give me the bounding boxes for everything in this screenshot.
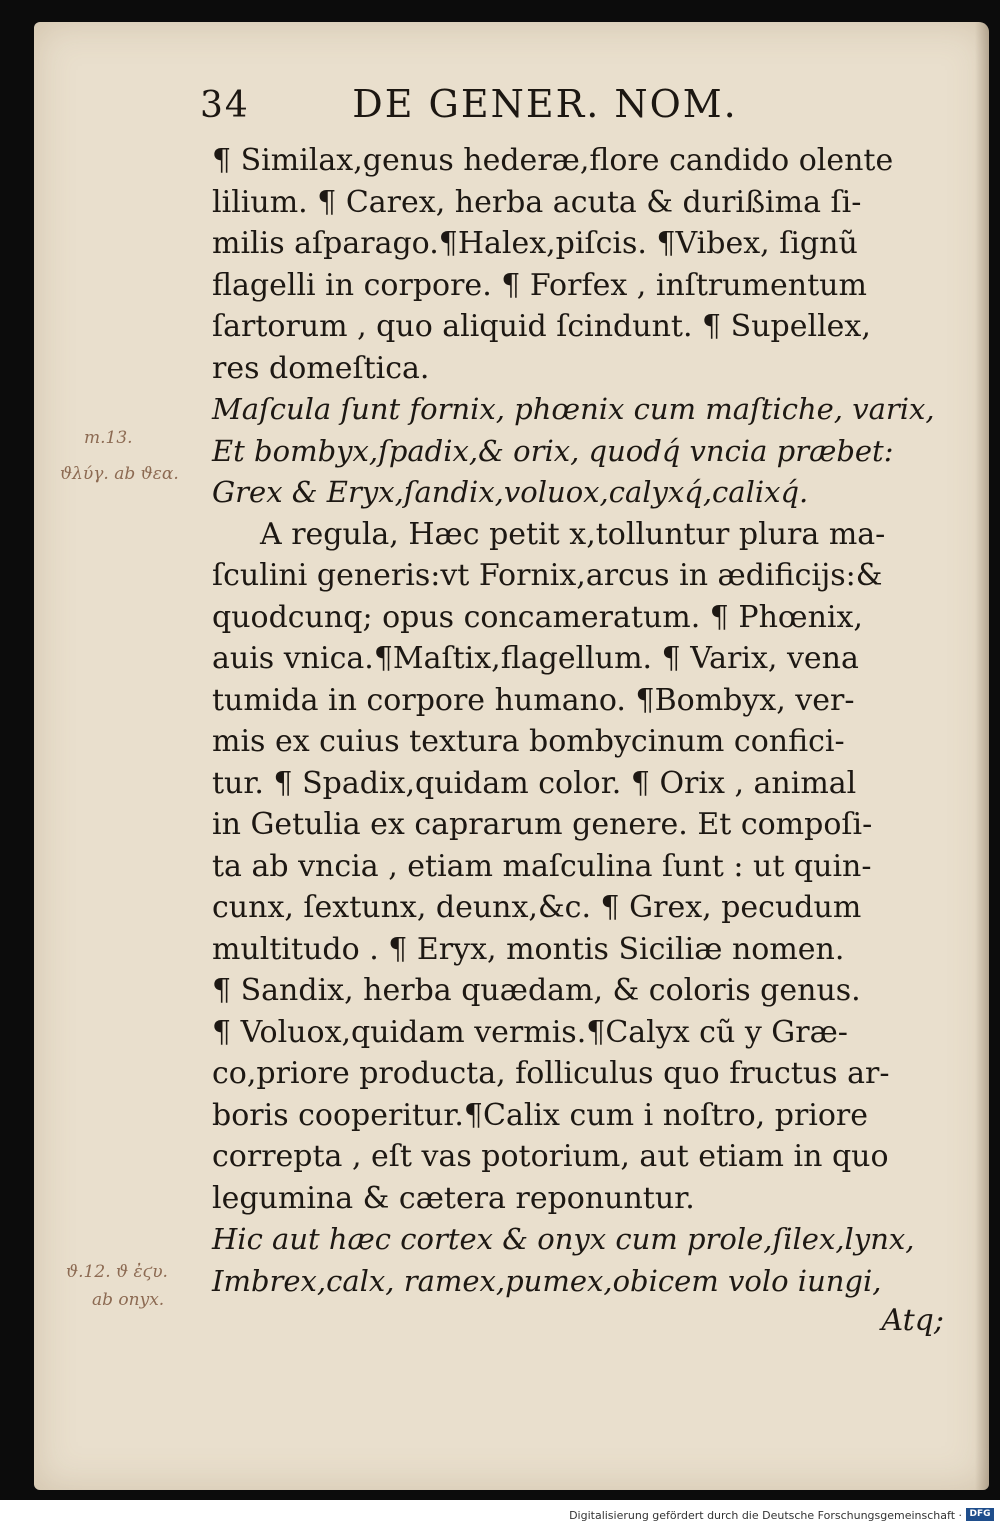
header-title: DE GENER. NOM.	[352, 82, 738, 126]
running-head	[200, 82, 820, 126]
text-line: ¶ Voluox,quidam vermis.¶Calyx cũ y Græ-	[212, 1014, 848, 1050]
text-line: ¶ Sandix, herba quædam, & coloris genus.	[212, 973, 861, 1008]
text-line: quodcunq; opus concameratum. ¶ Phœnix,	[212, 599, 863, 635]
margin-note: m.13.	[84, 428, 133, 448]
text-line: tur. ¶ Spadix,quidam color. ¶ Orix , animal	[212, 765, 857, 801]
text-line: ta ab vncia , etiam maſculina ſunt : ut quin-	[212, 848, 872, 884]
catchword: Atq;	[881, 1303, 944, 1338]
footer-bar	[0, 1500, 1000, 1527]
margin-note: ϑ.12. ϑ ἐϛυ.	[66, 1262, 168, 1282]
text-line: auis vnica.¶Maſtix,flagellum. ¶ Varix, vena	[212, 641, 859, 676]
text-line: ¶ Similax,genus hederæ,flore candido olente	[212, 143, 894, 178]
text-line: in Getulia ex caprarum genere. Et compoſi-	[212, 807, 873, 842]
text-line: A regula, Hæc petit x,tolluntur plura ma-	[260, 516, 886, 552]
text-line: res domeſtica.	[212, 350, 430, 386]
text-line: multitudo . ¶ Eryx, montis Siciliæ nomen.	[212, 931, 845, 967]
text-line: cunx, ſextunx, deunx,&c. ¶ Grex, pecudum	[212, 890, 862, 925]
text-line: Imbrex,calx, ramex,pumex,obicem volo iungi,	[212, 1263, 882, 1298]
text-line: tumida in corpore humano. ¶Bombyx, ver-	[212, 682, 855, 718]
page-number: 34	[200, 85, 250, 126]
dfg-logo-icon: DFG	[966, 1508, 994, 1521]
text-line: mis ex cuius textura bombycinum confici-	[212, 724, 845, 759]
text-line: milis aſparago.¶Halex,piſcis. ¶Vibex, ſignũ	[212, 226, 858, 261]
text-line: correpta , eſt vas potorium, aut etiam in quo	[212, 1139, 889, 1174]
text-line: ſculini generis:vt Fornix,arcus in ædificijs:&	[212, 558, 883, 593]
text-line: ſartorum , quo aliquid ſcindunt. ¶ Supellex,	[212, 309, 871, 344]
text-line: boris cooperitur.¶Calix cum i noſtro, priore	[212, 1097, 869, 1133]
text-line: legumina & cætera reponuntur.	[212, 1180, 695, 1216]
margin-note: ϑλύγ. ab ϑεα.	[60, 464, 179, 484]
text-line: co,priore producta, folliculus quo fructus ar-	[212, 1056, 890, 1091]
funding-credit: Digitalisierung gefördert durch die Deutsche Forschungsgemeinschaft ·	[569, 1509, 962, 1522]
text-line: Maſcula ſunt fornix, phœnix cum maſtiche, varix,	[212, 392, 935, 426]
page-edge-shadow	[975, 22, 989, 1490]
text-line: lilium. ¶ Carex, herba acuta & durißima ſi-	[212, 184, 862, 220]
text-line: Hic aut hæc cortex & onyx cum prole,ſilex,lynx,	[212, 1222, 915, 1256]
text-line: flagelli in corpore. ¶ Forfex , inſtrumentum	[212, 267, 867, 303]
margin-note: ab onyx.	[92, 1290, 165, 1310]
text-line: Et bombyx,ſpadix,& orix, quodq́ vncia præbet:	[212, 433, 894, 468]
text-line: Grex & Eryx,ſandix,voluox,calyxq́,calixq́.	[212, 475, 809, 509]
body-text	[212, 140, 935, 1302]
